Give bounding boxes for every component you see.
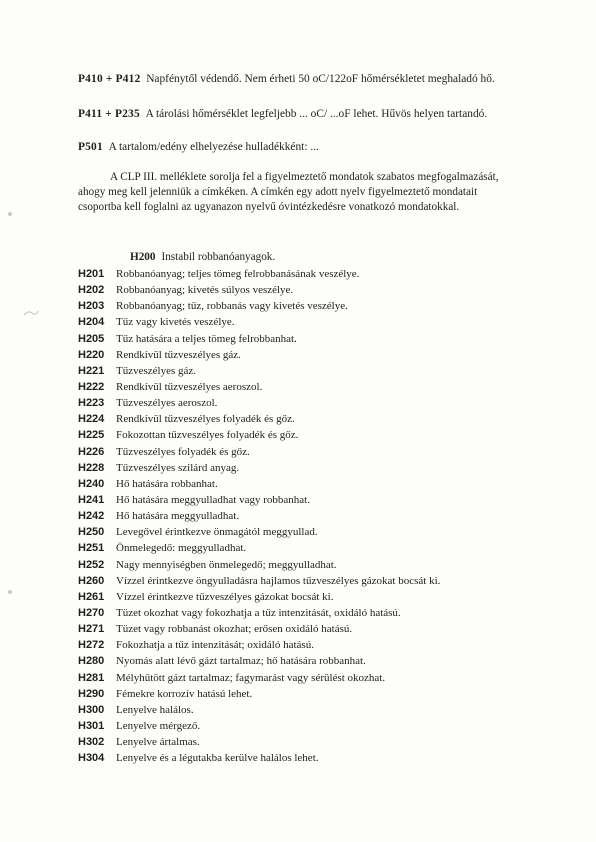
statement-text: A tartalom/edény elhelyezése hulladékként: ... [108,141,319,153]
statement-code: P501 [78,141,103,153]
hazard-text: Vízzel érintkezve öngyulladásra hajlamos tűzveszélyes gázokat bocsát ki. [116,574,441,587]
hazard-statement-row [78,266,558,282]
hazard-statement-row [78,395,558,411]
hazard-code: H270 [78,606,105,619]
hazard-statement-row [78,314,558,330]
hazard-statement-row [78,605,558,621]
hazard-statement-row [78,508,558,524]
hazard-statement-list [78,266,558,766]
hazard-statement-row [78,653,558,669]
hazard-text: Lenyelve ártalmas. [116,736,200,749]
hazard-text: Tüzet vagy robbanást okozhat; erősen oxidáló hatású. [116,623,353,636]
hazard-code: H251 [78,542,105,555]
hazard-statement-row [78,298,558,314]
hazard-code: H204 [78,316,105,329]
hazard-text: Hő hatására robbanhat. [116,477,218,490]
hazard-code: H290 [78,687,105,700]
hazard-code: H202 [78,284,105,297]
hazard-statement-row [78,702,558,718]
hazard-statement-row [78,427,558,443]
hazard-text: Vízzel érintkezve tűzveszélyes gázokat bocsát ki. [116,590,334,603]
statement-text: Napfénytől védendő. Nem érheti 50 oC/122oF hőmérsékletet meghaladó hő. [146,73,495,85]
hazard-text: Tűzveszélyes aeroszol. [116,397,218,410]
p410-p412-statement [78,72,548,87]
hazard-code: H228 [78,461,105,474]
hazard-code: H224 [78,413,105,426]
p411-p235-statement [78,107,548,122]
hazard-statement-row [78,331,558,347]
hazard-text: Nyomás alatt lévő gázt tartalmaz; hő hatására robbanhat. [116,655,366,668]
hazard-text: Tüzet okozhat vagy fokozhatja a tűz intenzitását, oxidáló hatású. [116,606,401,619]
hazard-code: H222 [78,380,105,393]
hazard-statement-row [78,460,558,476]
scan-mark [23,304,39,312]
hazard-code: H221 [78,364,105,377]
hazard-code: H271 [78,623,105,636]
hazard-text: Lenyelve mérgező. [116,719,201,732]
hazard-text: Önmelegedő: meggyulladhat. [116,542,247,555]
hazard-code: H223 [78,397,105,410]
hazard-statement-row [78,557,558,573]
hazard-code: H205 [78,332,105,345]
hazard-text: Nagy mennyiségben önmelegedő; meggyulladhat. [116,558,337,571]
hazard-statement-row [78,444,558,460]
hazard-code: H250 [78,526,105,539]
hazard-statement-row [78,476,558,492]
hazard-text: Mélyhűtött gázt tartalmaz; fagymarást vagy sérülést okozhat. [116,671,386,684]
clp-intro-paragraph [78,170,518,216]
intro-text: A CLP III. melléklete sorolja fel a figyelmeztető mondatok szabatos megfogalmazását, ahogy meg kell jelenniük a címkéken. A címkén egy adott nyelv figyelmeztető mondatait csoportba kell foglalni az ugyanazon nyelvű óvintézkedésre vonatkozó mondatokkal. [78,171,499,214]
hazard-code: H300 [78,703,105,716]
hazard-statement-row [78,282,558,298]
hazard-text: Hő hatására meggyulladhat vagy robbanhat. [116,493,310,506]
hazard-code: H280 [78,655,105,668]
hazard-statement-row [78,492,558,508]
hazard-statement-row [78,670,558,686]
hazard-code: H272 [78,639,105,652]
hazard-text: Fokozottan tűzveszélyes folyadék és gőz. [116,429,299,442]
hazard-statement-row [78,637,558,653]
hazard-text: Levegővel érintkezve önmagától meggyullad. [116,526,318,539]
hazard-text: Tűz vagy kivetés veszélye. [116,316,235,329]
hazard-code: H242 [78,510,105,523]
p501-statement [78,140,548,155]
hazard-code: H252 [78,558,105,571]
hazard-text: Tűzveszélyes gáz. [116,364,197,377]
hazard-text: Hő hatására meggyulladhat. [116,510,240,523]
hazard-statement-row [78,347,558,363]
hazard-text: Robbanóanyag; kivetés súlyos veszélye. [116,284,294,297]
hazard-text: Fémekre korrozív hatású lehet. [116,687,253,700]
hazard-text: Rendkívül tűzveszélyes gáz. [116,348,241,361]
h200-code: H200 [130,251,156,263]
hazard-statement-row [78,750,558,766]
statement-code: P411 + P235 [78,108,140,120]
hazard-text: Tűz hatására a teljes tömeg felrobbanhat. [116,332,297,345]
hazard-text: Rendkívül tűzveszélyes folyadék és gőz. [116,413,295,426]
scan-dot [8,212,12,216]
hazard-statement-row [78,411,558,427]
hazard-code: H201 [78,268,105,280]
hazard-text: Lenyelve halálos. [116,703,194,716]
hazard-text: Tűzveszélyes szilárd anyag. [116,461,240,474]
hazard-code: H302 [78,736,105,749]
hazard-statement-row [78,589,558,605]
hazard-code: H281 [78,671,105,684]
hazard-statement-row [78,734,558,750]
statement-text: A tárolási hőmérséklet legfeljebb ... oC/ ...oF lehet. Hűvös helyen tartandó. [145,108,488,120]
hazard-code: H260 [78,574,105,587]
hazard-text: Robbanóanyag; teljes tömeg felrobbanásának veszélye. [116,268,360,280]
hazard-text: Lenyelve és a légutakba kerülve halálos lehet. [116,752,319,765]
hazard-code: H220 [78,348,105,361]
hazard-code: H226 [78,445,105,458]
statement-code: P410 + P412 [78,73,141,85]
hazard-text: Tűzveszélyes folyadék és gőz. [116,445,250,458]
hazard-statement-row [78,363,558,379]
hazard-code: H304 [78,752,105,765]
hazard-statement-row [78,379,558,395]
hazard-statement-row [78,573,558,589]
h200-heading [130,251,275,263]
hazard-code: H203 [78,300,105,313]
hazard-code: H225 [78,429,105,442]
hazard-text: Fokozhatja a tűz intenzitását; oxidáló hatású. [116,639,314,652]
hazard-text: Robbanóanyag; tűz, robbanás vagy kivetés veszélye. [116,300,348,313]
hazard-statement-row [78,718,558,734]
scan-dot [8,590,12,594]
hazard-statement-row [78,524,558,540]
hazard-code: H241 [78,493,105,506]
hazard-statement-row [78,540,558,556]
hazard-statement-row [78,686,558,702]
hazard-text: Rendkívül tűzveszélyes aeroszol. [116,380,263,393]
hazard-code: H301 [78,719,105,732]
hazard-code: H240 [78,477,105,490]
hazard-code: H261 [78,590,105,603]
hazard-statement-row [78,621,558,637]
h200-text: Instabil robbanóanyagok. [161,251,276,263]
